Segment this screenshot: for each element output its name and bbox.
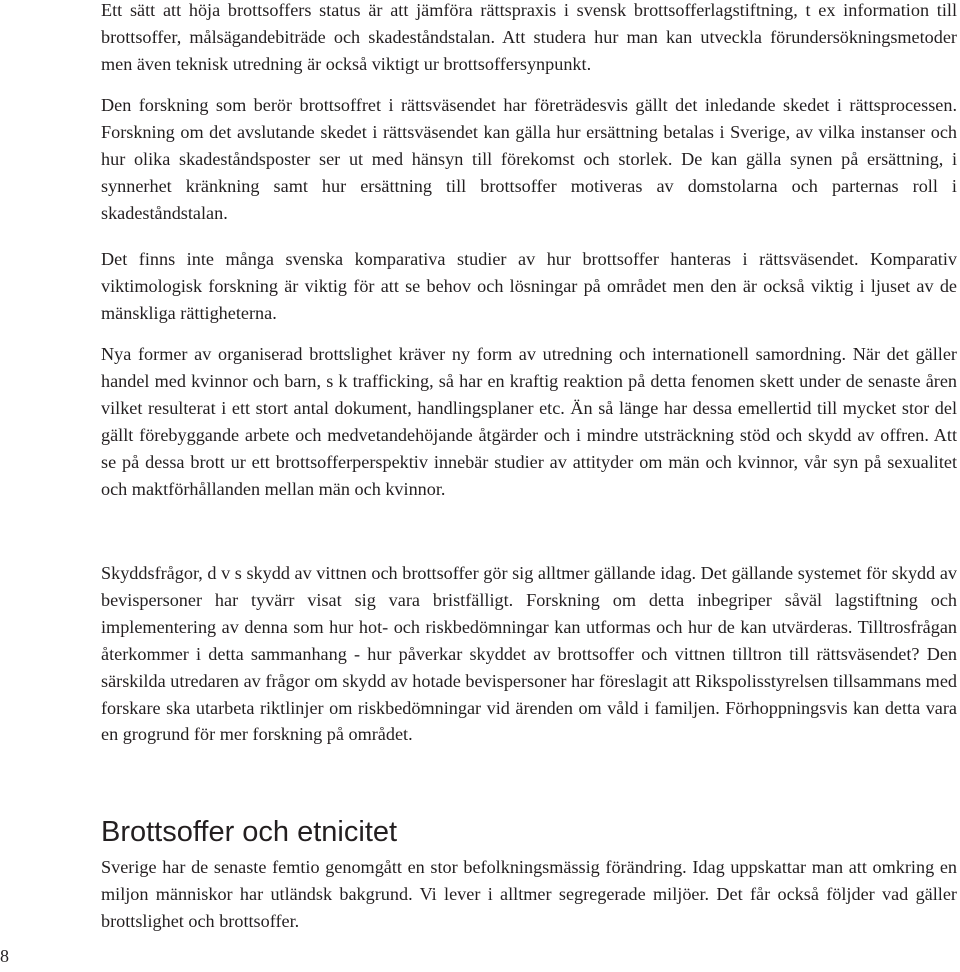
paragraph-research-justice-system: Den forskning som berör brottsoffret i rättsväsendet har företrädesvis gällt det inledande skedet i rättsprocessen. Forskning om det avslutande skedet i rättsväsendet kan gälla hur ersättning betalas i Sverige, av vilka instanser och hur olika skadeståndsposter ser ut med hänsyn till förekomst och storlek. De kan gälla synen på ersättning, i synnerhet kränkning samt hur ersättning till brottsoffer motiveras av domstolarna och parternas roll i skadeståndstalan. bbox=[101, 95, 957, 223]
paragraph-victim-status: Ett sätt att höja brottsoffers status är att jämföra rättspraxis i svensk brottsofferlagstiftning, t ex information till brottsoffer, målsägandebiträde och skadeståndstalan. Att studera hur man kan utveckla förundersökningsmetoder men även teknisk utredning är också viktigt ur brottsoffersynpunkt. bbox=[101, 0, 957, 74]
paragraph-protection-issues: Skyddsfrågor, d v s skydd av vittnen och brottsoffer gör sig alltmer gällande idag. Det gällande systemet för skydd av bevispersoner har tyvärr visat sig vara bristfälligt. Forskning om detta inbegriper såväl lagstiftning och implementering av denna som hur hot- och riskbedömningar kan utformas och hur de kan utvärderas. Tilltrosfrågan återkommer i detta sammanhang - hur påverkar skyddet av brottsoffer och vittnen tilltron till rättsväsendet? Den särskilda utredaren av frågor om skydd av hotade bevispersoner har föreslagit att Rikspolisstyrelsen tillsammans med forskare ska utarbeta riktlinjer om riskbedömningar vid ärenden om våld i familjen. Förhoppningsvis kan detta vara en grogrund för mer forskning på området. bbox=[101, 563, 957, 745]
paragraph-ethnicity: Sverige har de senaste femtio genomgått en stor befolkningsmässig förändring. Idag uppskattar man att omkring en miljon människor har utländsk bakgrund. Vi lever i alltmer segregerade miljöer. Det får också följder vad gäller brottslighet och brottsoffer. bbox=[101, 857, 957, 931]
paragraph-comparative-studies: Det finns inte många svenska komparativa studier av hur brottsoffer hanteras i rättsväsendet. Komparativ viktimologisk forskning är viktig för att se behov och lösningar på området men den är också viktig i ljuset av de mänskliga rättigheterna. bbox=[101, 249, 957, 323]
section-heading: Brottsoffer och etnicitet bbox=[101, 816, 398, 848]
paragraph-organized-crime: Nya former av organiserad brottslighet kräver ny form av utredning och internationell samordning. När det gäller handel med kvinnor och barn, s k trafficking, så har en kraftig reaktion på detta fenomen skett under de senaste åren vilket resulterat i ett stort antal dokument, handlingsplaner etc. Än så länge har dessa emellertid till mycket stor del gällt förebyggande arbete och medvetandehöjande åtgärder och i mindre utsträckning stöd och skydd av offren. Att se på dessa brott ur ett brottsofferperspektiv innebär studier av attityder om män och kvinnor, vår syn på sexualitet och maktförhållanden mellan män och kvinnor. bbox=[101, 344, 957, 499]
page-number: 8 bbox=[0, 946, 9, 966]
